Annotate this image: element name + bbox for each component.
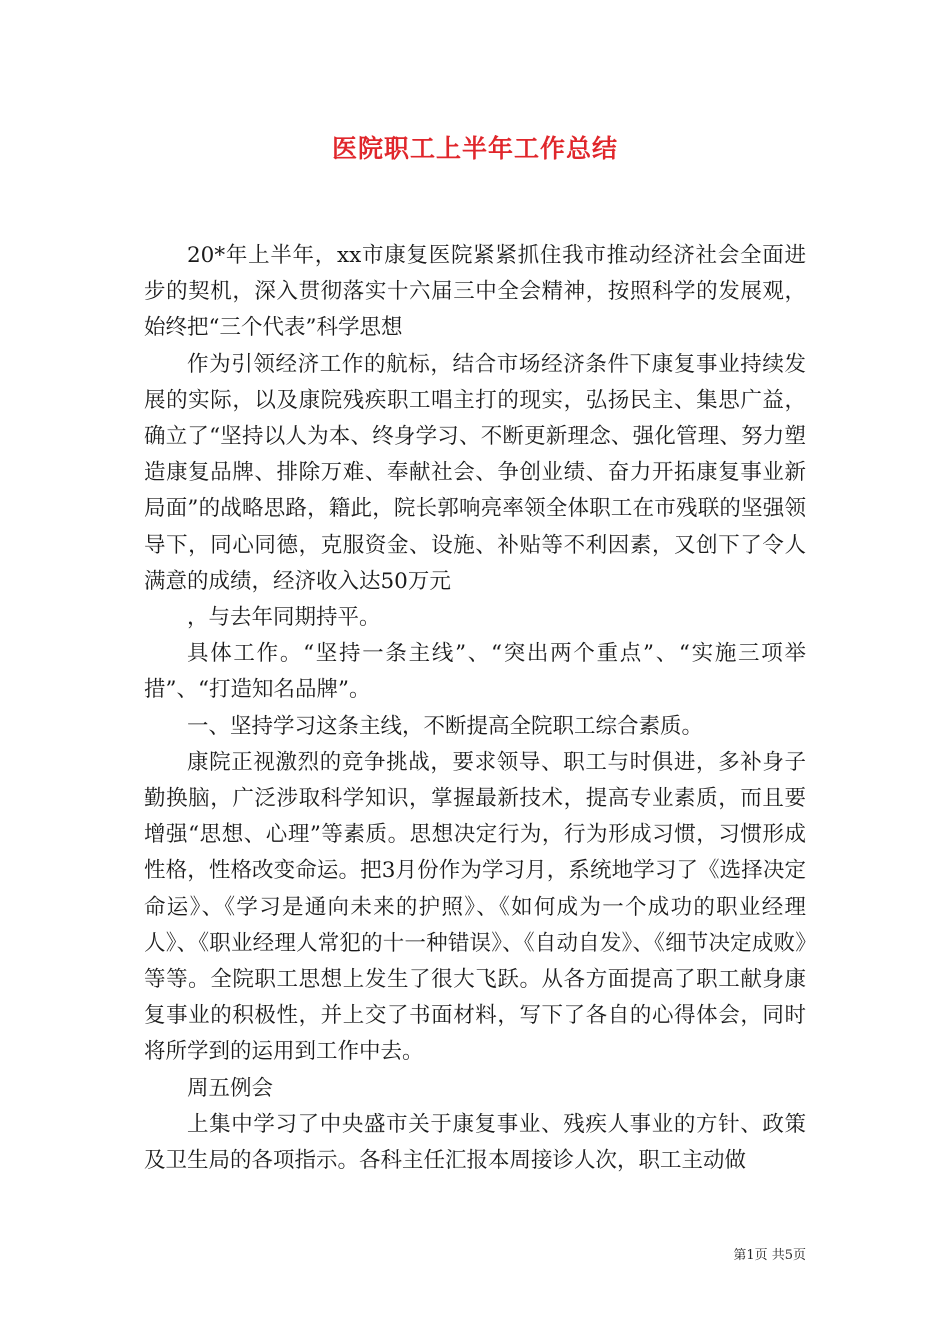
paragraph: 具体工作。“坚持一条主线”、“突出两个重点”、“实施三项举措”、“打造知名品牌”。 [144, 641, 806, 703]
paragraph: 周五例会 [187, 1075, 274, 1101]
page-number: 第1页 共5页 [733, 1248, 806, 1263]
document-body [144, 238, 806, 1179]
paragraph: 20*年上半年，xx市康复医院紧紧抓住我市推动经济社会全面进步的契机，深入贯彻落实十六届三中全会精神，按照科学的发展观，始终把“三个代表”科学思想 [144, 243, 806, 341]
paragraph: ，与去年同期持平。 [187, 605, 381, 631]
section-heading: 一、坚持学习这条主线，不断提高全院职工综合素质。 [187, 713, 704, 739]
paragraph: 作为引领经济工作的航标，结合市场经济条件下康复事业持续发展的实际，以及康院残疾职工唱主打的现实，弘扬民主、集思广益，确立了“坚持以人为本、终身学习、不断更新理念、强化管理、努力塑造康复品牌、排除万难、奉献社会、争创业绩、奋力开拓康复事业新局面”的战略思路，籍此，院长郭响亮率领全体职工在市残联的坚强领导下，同心同德，克服资金、设施、补贴等不利因素，又创下了令人满意的成绩，经济收入达50万元 [144, 351, 806, 594]
document-title: 医院职工上半年工作总结 [331, 134, 618, 163]
paragraph: 上集中学习了中央盛市关于康复事业、残疾人事业的方针、政策及卫生局的各项指示。各科主任汇报本周接诊人次，职工主动做 [144, 1111, 806, 1174]
paragraph: 康院正视激烈的竞争挑战，要求领导、职工与时俱进，多补身子勤换脑，广泛涉取科学知识，掌握最新技术，提高专业素质，而且要增强“思想、心理”等素质。思想决定行为，行为形成习惯，习惯形成性格，性格改变命运。把3月份作为学习月，系统地学习了《选择决定命运》、《学习是通向未来的护照》、《如何成为一个成功的职业经理人》、《职业经理人常犯的十一种错误》、《自动自发》、《细节决定成败》等等。全院职工思想上发生了很大飞跃。从各方面提高了职工献身康复事业的积极性，并上交了书面材料，写下了各自的心得体会，同时将所学到的运用到工作中去。 [144, 749, 806, 1065]
